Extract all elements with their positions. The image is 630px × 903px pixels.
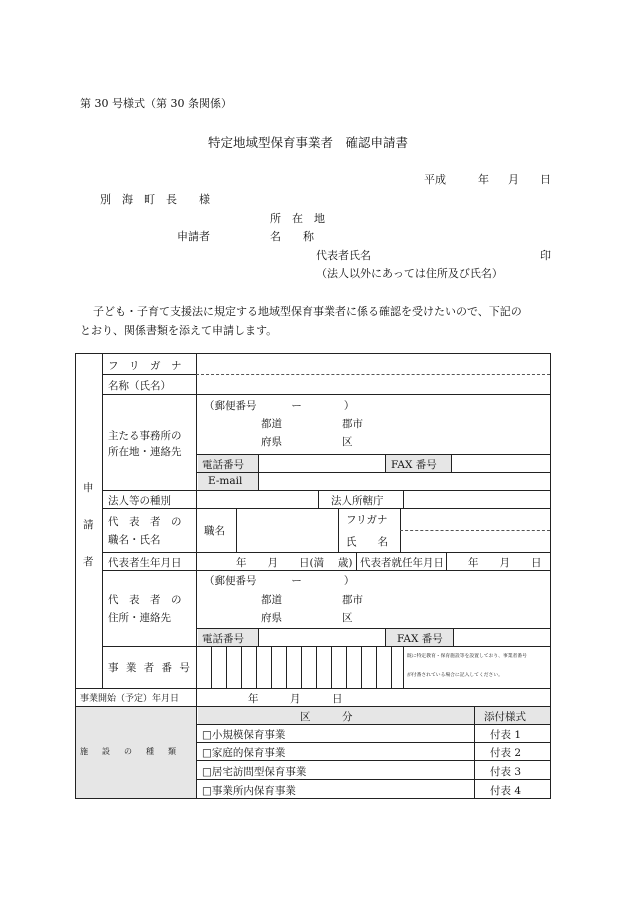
rep-name-label: 代表者氏名 bbox=[316, 249, 371, 262]
shokumei-label: 職名 bbox=[204, 525, 225, 537]
email-label: E-mail bbox=[208, 475, 243, 487]
todoufuken2-1: 都道 bbox=[261, 594, 282, 606]
business-number-note-1: 既に特定教育・保育施設等を設置しており、事業者番号 bbox=[407, 654, 527, 659]
business-number-label: 事 業 者 番 号 bbox=[108, 662, 192, 674]
phone2-label: 電話番号 bbox=[202, 633, 244, 645]
postal-code2-label: （郵便番号 ー ） bbox=[204, 575, 355, 587]
rep-start-values: 年 月 日 bbox=[468, 557, 542, 569]
gunshi-1: 郡市 bbox=[342, 418, 363, 430]
office-label-2: 所在地・連絡先 bbox=[108, 446, 182, 458]
facility-row-2-attach: 付表 2 bbox=[490, 747, 522, 759]
business-number-note-2: が付番されている場合に記入してください。 bbox=[407, 673, 503, 678]
seal-mark: 印 bbox=[540, 249, 551, 262]
date-year: 年 bbox=[478, 173, 489, 186]
gunshi2-2: 区 bbox=[342, 612, 353, 624]
facility-type-label: 施 設 の 種 類 bbox=[80, 747, 179, 756]
intro-line-2: とおり、関係書類を添えて申請します。 bbox=[80, 324, 278, 337]
rep-birth-values: 年 月 日(満 歳) bbox=[236, 557, 353, 569]
office-label-1: 主たる事務所の bbox=[108, 430, 182, 442]
gunshi-2: 区 bbox=[342, 436, 353, 448]
addressee: 別 海 町 長 様 bbox=[100, 193, 210, 206]
rep-title-label-1: 代 表 者 の bbox=[108, 516, 182, 528]
furigana-label: フ リ ガ ナ bbox=[108, 360, 182, 372]
shimei-label: 氏 名 bbox=[346, 536, 388, 548]
form-number: 第 30 号様式（第 30 条関係） bbox=[80, 97, 232, 110]
side-label-3: 者 bbox=[83, 556, 94, 568]
corp-type-label: 法人等の種別 bbox=[108, 495, 171, 507]
rep-title-label-2: 職名・氏名 bbox=[108, 534, 161, 546]
date-month: 月 bbox=[508, 173, 519, 186]
rep-start-label: 代表者就任年月日 bbox=[360, 557, 444, 569]
phone-label: 電話番号 bbox=[202, 459, 244, 471]
document-title: 特定地域型保育事業者 確認申請書 bbox=[208, 135, 409, 150]
furigana2-label: フリガナ bbox=[346, 514, 388, 526]
facility-row-1-attach: 付表 1 bbox=[490, 729, 522, 741]
start-date-values: 年 月 日 bbox=[248, 693, 343, 705]
facility-row-3-attach: 付表 3 bbox=[490, 766, 522, 778]
category-header: 区 分 bbox=[300, 711, 353, 723]
name-label: 名 称 bbox=[270, 230, 314, 243]
facility-row-4-category[interactable]: □事業所内保育事業 bbox=[202, 785, 296, 797]
date-era: 平成 bbox=[424, 173, 446, 186]
side-label-2: 請 bbox=[83, 519, 94, 531]
todoufuken2-2: 府県 bbox=[261, 612, 282, 624]
todoufuken-1: 都道 bbox=[261, 418, 282, 430]
start-date-label: 事業開始（予定）年月日 bbox=[80, 694, 180, 704]
facility-row-2-category[interactable]: □家庭的保育事業 bbox=[202, 747, 286, 759]
rep-birth-label: 代表者生年月日 bbox=[108, 557, 182, 569]
fax2-label: FAX 番号 bbox=[397, 633, 443, 645]
facility-row-1-category[interactable]: □小規模保育事業 bbox=[202, 729, 286, 741]
address-label: 所 在 地 bbox=[270, 212, 325, 225]
gunshi2-1: 郡市 bbox=[342, 594, 363, 606]
postal-code-label: （郵便番号 ー ） bbox=[204, 400, 355, 412]
todoufuken-2: 府県 bbox=[261, 436, 282, 448]
name-row-label: 名称（氏名） bbox=[108, 380, 171, 392]
applicant-note: （法人以外にあっては住所及び氏名） bbox=[316, 267, 503, 280]
applicant-label: 申請者 bbox=[177, 230, 210, 243]
facility-row-3-category[interactable]: □居宅訪問型保育事業 bbox=[202, 766, 307, 778]
attach-header: 添付様式 bbox=[484, 711, 526, 723]
fax-label: FAX 番号 bbox=[391, 459, 437, 471]
facility-row-4-attach: 付表 4 bbox=[490, 785, 522, 797]
corp-office-label: 法人所轄庁 bbox=[331, 495, 384, 507]
date-day: 日 bbox=[540, 173, 551, 186]
side-label-1: 申 bbox=[83, 482, 94, 494]
rep-addr-label-2: 住所・連絡先 bbox=[108, 612, 171, 624]
intro-line-1: 子ども・子育て支援法に規定する地域型保育事業者に係る確認を受けたいので、下記の bbox=[93, 305, 522, 318]
rep-addr-label-1: 代 表 者 の bbox=[108, 594, 182, 606]
